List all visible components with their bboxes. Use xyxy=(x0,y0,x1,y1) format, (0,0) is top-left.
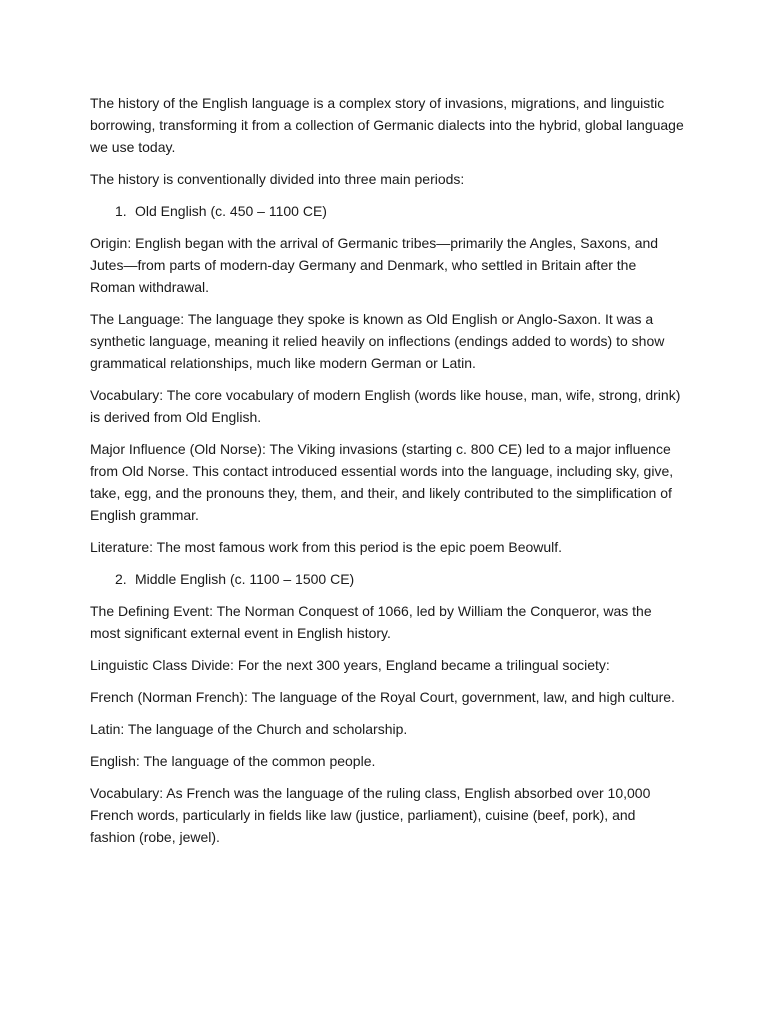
list-number: 1. xyxy=(115,203,127,219)
french-paragraph: French (Norman French): The language of the Royal Court, government, law, and high culture. xyxy=(90,689,675,705)
old-norse-paragraph: Major Influence (Old Norse): The Viking invasions (starting c. 800 CE) led to a major influence from Old Norse. This contact introduced essential words into the language, including sky, give, take, egg, and the pronouns they, them, and their, and likely contributed to the simplification of English grammar. xyxy=(90,441,674,523)
periods-intro-paragraph: The history is conventionally divided into three main periods: xyxy=(90,171,465,187)
list-item-middle-english xyxy=(90,568,684,590)
document-page xyxy=(90,92,684,858)
literature-paragraph: Literature: The most famous work from this period is the epic poem Beowulf. xyxy=(90,539,563,555)
language-paragraph: The Language: The language they spoke is known as Old English or Anglo-Saxon. It was a synthetic language, meaning it relied heavily on inflections (endings added to words) to show grammatical relationships, much like modern German or Latin. xyxy=(90,311,665,371)
class-divide-paragraph: Linguistic Class Divide: For the next 300 years, England became a trilingual society: xyxy=(90,657,610,673)
middle-vocabulary-paragraph: Vocabulary: As French was the language of the ruling class, English absorbed over 10,000 French words, particularly in fields like law (justice, parliament), cuisine (beef, pork), and fashion (robe, jewel). xyxy=(90,785,651,845)
english-paragraph: English: The language of the common people. xyxy=(90,753,376,769)
list-item-old-english xyxy=(90,200,684,222)
intro-paragraph: The history of the English language is a complex story of invasions, migrations, and linguistic borrowing, transforming it from a collection of Germanic dialects into the hybrid, global language we use today. xyxy=(90,95,684,155)
list-item-text: Old English (c. 450 – 1100 CE) xyxy=(135,203,327,219)
vocabulary-paragraph: Vocabulary: The core vocabulary of modern English (words like house, man, wife, strong, drink) is derived from Old English. xyxy=(90,387,681,425)
list-item-text: Middle English (c. 1100 – 1500 CE) xyxy=(135,571,355,587)
list-number: 2. xyxy=(115,571,127,587)
origin-paragraph: Origin: English began with the arrival of Germanic tribes—primarily the Angles, Saxons, and Jutes—from parts of modern-day Germany and Denmark, who settled in Britain after the Roman withdrawal. xyxy=(90,235,659,295)
defining-event-paragraph: The Defining Event: The Norman Conquest of 1066, led by William the Conqueror, was the most significant external event in English history. xyxy=(90,603,652,641)
latin-paragraph: Latin: The language of the Church and scholarship. xyxy=(90,721,408,737)
